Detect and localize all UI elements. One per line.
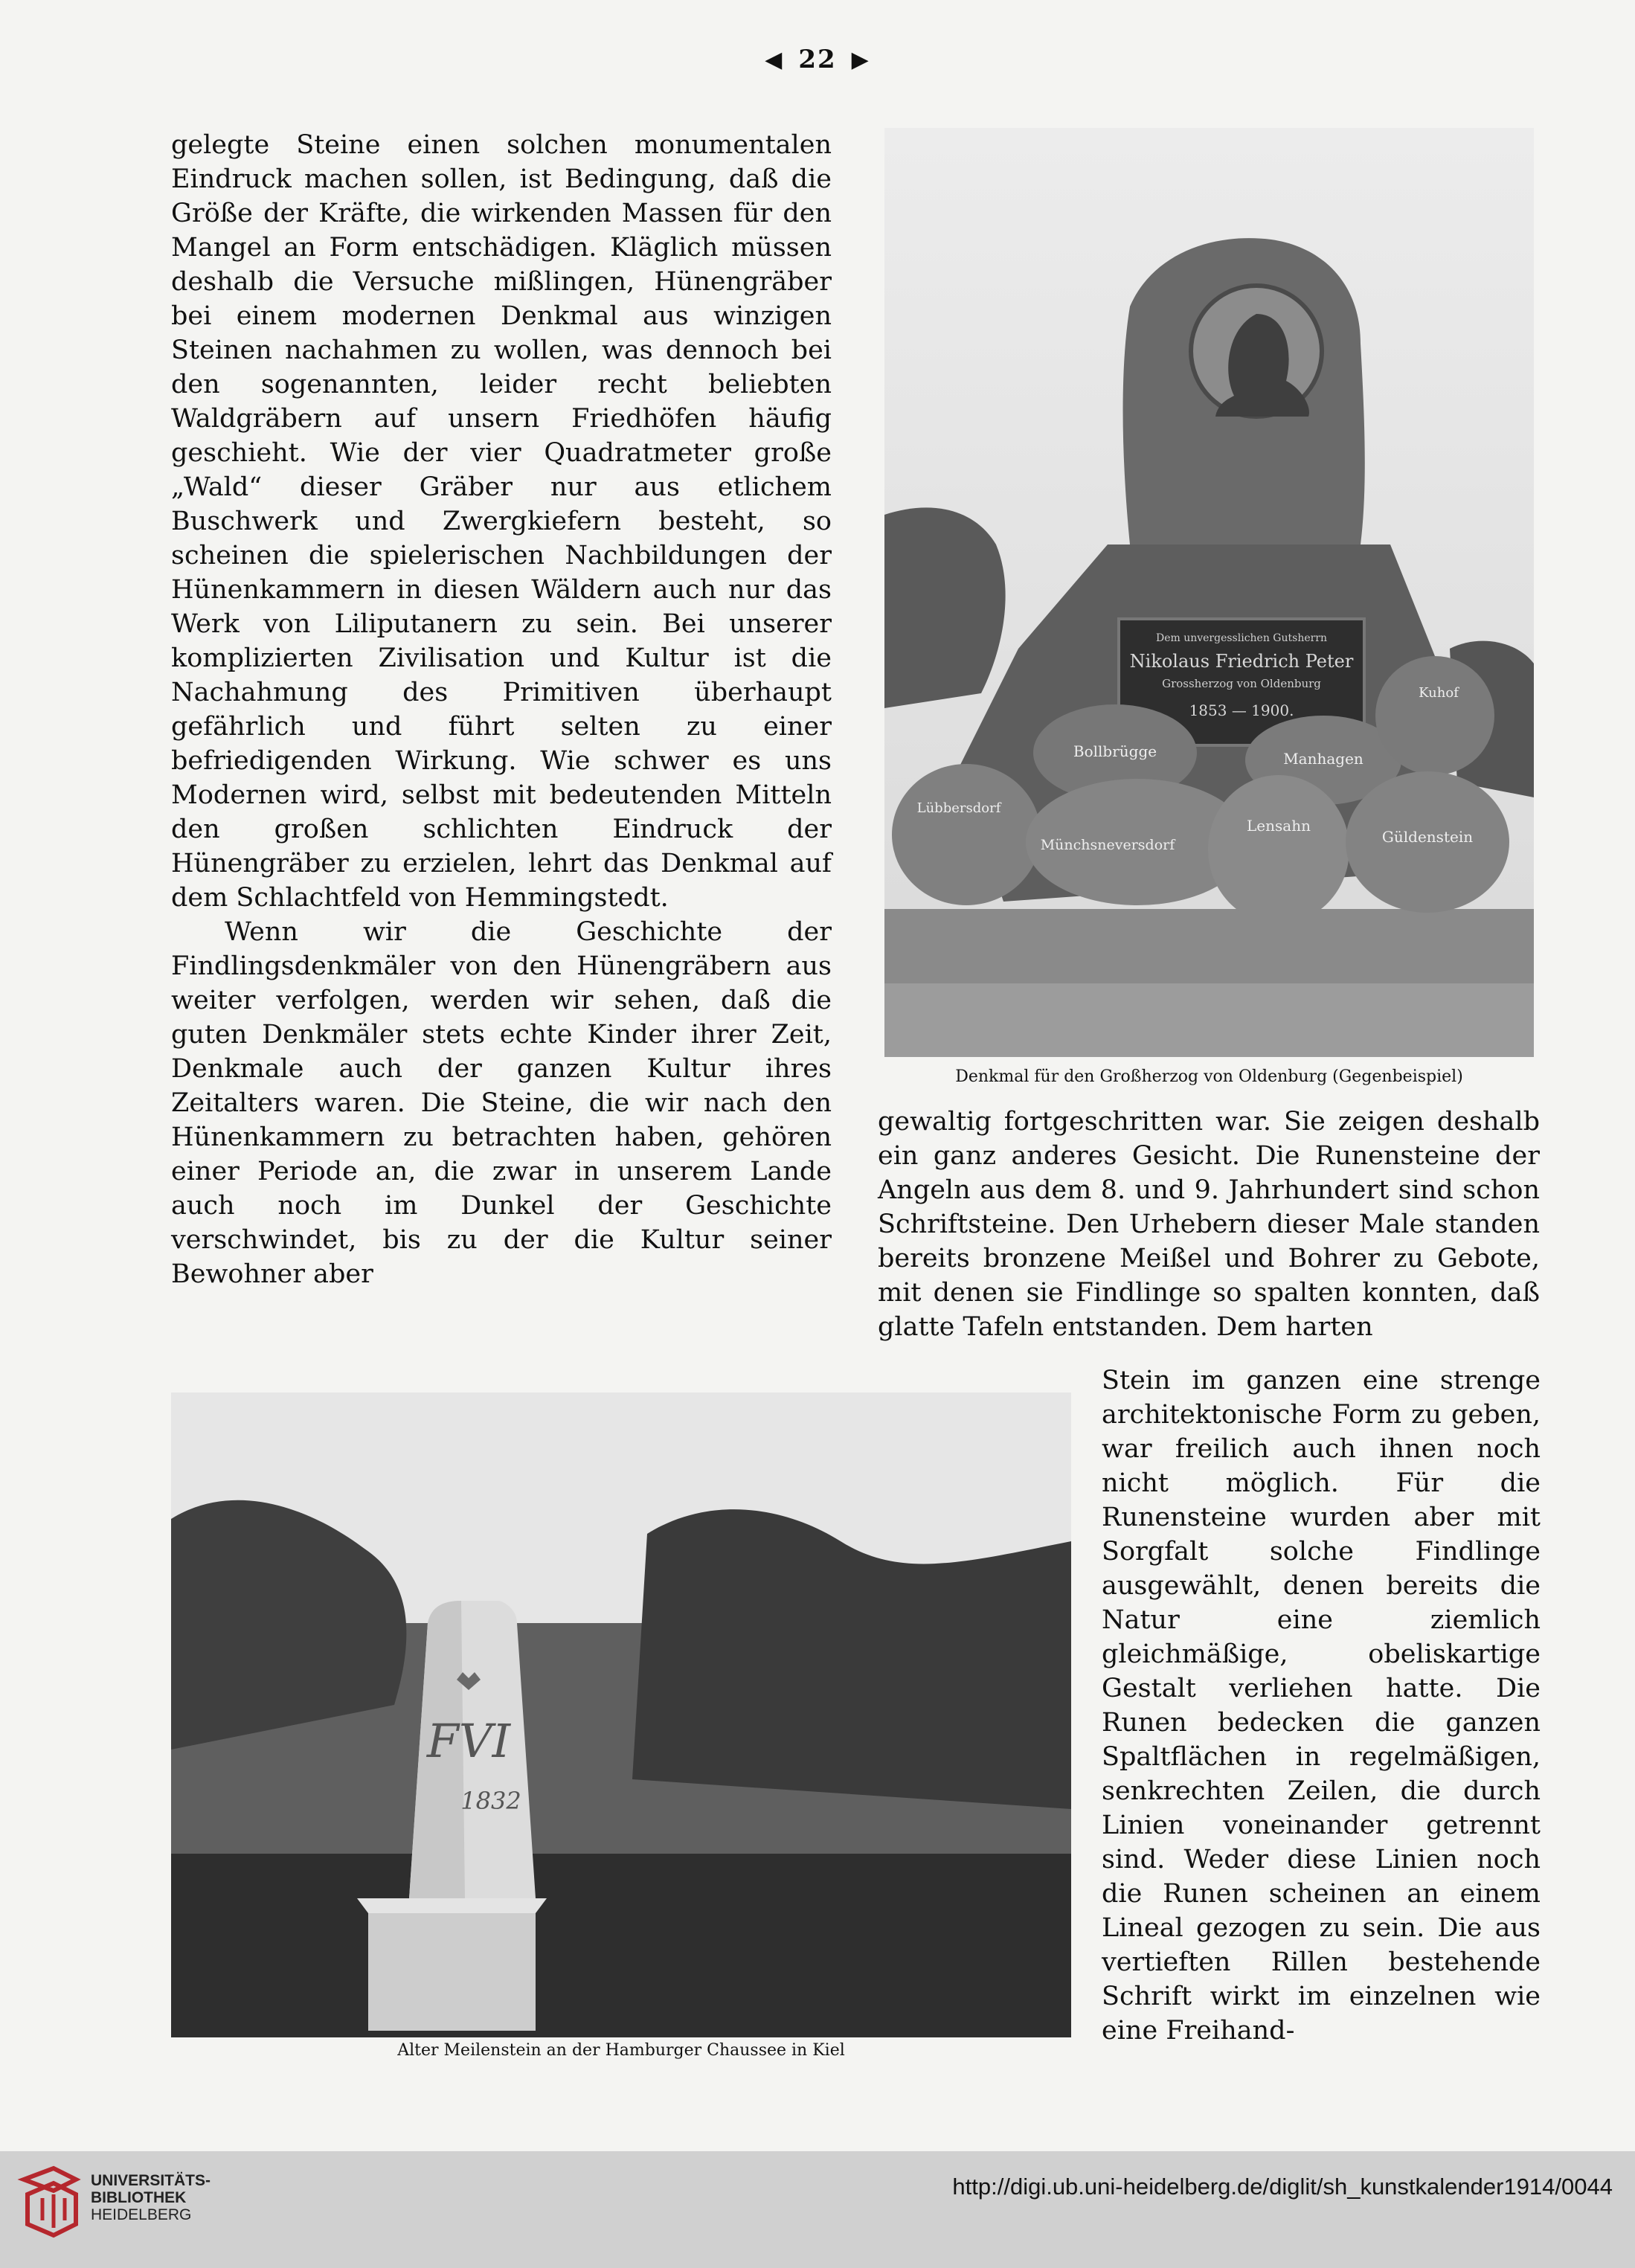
stone-label: Münchsneversdorf	[1040, 837, 1175, 853]
monument-photo	[884, 128, 1534, 1057]
library-name-line: BIBLIOTHEK	[91, 2189, 187, 2206]
text-column-right-top	[878, 1105, 1540, 1344]
page-number: 22	[798, 45, 837, 74]
milestone-year: 1832	[460, 1787, 521, 1815]
milestone-caption: Alter Meilenstein an der Hamburger Chaussee in Kiel	[397, 2041, 845, 2060]
library-logo-icon	[16, 2165, 83, 2239]
stone-label: Lübbersdorf	[916, 800, 1001, 816]
footer-bar	[0, 2151, 1635, 2268]
paragraph: Stein im ganzen eine strenge architektonische Form zu geben, war freilich auch ihnen noch nicht möglich. Für die Runensteine wurden aber mit Sorgfalt solche Findlinge ausgewählt, denen bereits die Natur eine ziemlich gleichmäßige, obeliskartige Gestalt verliehen hatte. Die Runen bedecken die ganzen Spaltflächen in regelmäßigen, senkrechten Zeilen, die durch Linien voneinander getrennt sind. Weder diese Linien noch die Runen scheinen an einem Lineal gezogen zu sein. Die aus vertieften Rillen bestehende Schrift wirkt im einzelnen wie eine Freihand-	[1102, 1366, 1541, 2046]
milestone-initials: FVI	[426, 1714, 511, 1768]
stone-label: Lensahn	[1247, 817, 1311, 835]
stone-label: Manhagen	[1283, 750, 1363, 768]
plaque-line: Nikolaus Friedrich Peter	[1129, 651, 1354, 672]
plaque-line: 1853 — 1900.	[1189, 701, 1294, 719]
monument-caption: Denkmal für den Großherzog von Oldenburg (Gegenbeispiel)	[955, 1067, 1463, 1086]
source-url-link[interactable]: http://digi.ub.uni-heidelberg.de/diglit/sh_kunstkalender1914/0044	[952, 2174, 1613, 2200]
library-name-line: UNIVERSITÄTS-	[91, 2172, 211, 2189]
ornament-left-icon: ◀	[765, 46, 784, 73]
stone-label: Kuhof	[1419, 685, 1459, 701]
ornament-right-icon: ▶	[851, 46, 870, 73]
paragraph: gewaltig fortgeschritten war. Sie zeigen deshalb ein ganz anderes Gesicht. Die Runensteine der Angeln aus dem 8. und 9. Jahrhundert sind schon Schriftsteine. Den Urhebern dieser Male standen bereits bronzene Meißel und Bohrer zu Gebote, mit denen sie Findlinge so spalten konnten, daß glatte Tafeln entstanden. Dem harten	[878, 1107, 1540, 1342]
text-column-left	[171, 128, 832, 1291]
paragraph: gelegte Steine einen solchen monumentalen Eindruck machen sollen, ist Bedingung, daß die Größe der Kräfte, die wirkenden Massen für den Mangel an Form entschädigen. Kläglich müssen deshalb die Versuche mißlingen, Hünengräber bei einem modernen Denkmal aus winzigen Steinen nachahmen zu wollen, was dennoch bei den sogenannten, leider recht beliebten Waldgräbern auf unsern Friedhöfen häufig geschieht. Wie der vier Quadratmeter große „Wald“ dieser Gräber nur aus etlichem Buschwerk und Zwergkiefern besteht, so scheinen die spielerischen Nachbildungen der Hünenkammern in diesen Wäldern auch nur das Werk von Liliputanern zu sein. Bei unserer komplizierten Zivilisation und Kultur ist die Nachahmung des Primitiven überhaupt gefährlich und führt selten zu einer befriedigenden Wirkung. Wie schwer es uns Modernen wird, selbst mit bedeutenden Mitteln den großen schlichten Eindruck der Hünengräber zu erzielen, lehrt das Denkmal auf dem Schlachtfeld von Hemmingstedt.	[171, 130, 832, 913]
paragraph: Wenn wir die Geschichte der Findlingsdenkmäler von den Hünengräbern aus weiter verfolgen, werden wir sehen, daß die guten Denkmäler stets echte Kinder ihrer Zeit, Denkmale auch der ganzen Kultur ihres Zeitalters waren. Die Steine, die wir nach den Hünenkammern zu betrachten haben, gehören einer Periode an, die zwar in unserem Lande auch noch im Dunkel der Geschichte verschwindet, bis zu der die Kultur seiner Bewohner aber	[171, 917, 832, 1289]
library-name	[91, 2172, 211, 2223]
library-name-line: HEIDELBERG	[91, 2206, 192, 2223]
plaque-line: Grossherzog von Oldenburg	[1162, 677, 1321, 690]
milestone-photo	[171, 1392, 1071, 2037]
plaque-line: Dem unvergesslichen Gutsherrn	[1155, 632, 1328, 644]
stone-label: Bollbrügge	[1073, 742, 1157, 760]
stone-label: Güldenstein	[1381, 828, 1474, 846]
text-column-right-bottom	[1102, 1363, 1541, 2048]
page-header	[0, 43, 1635, 74]
